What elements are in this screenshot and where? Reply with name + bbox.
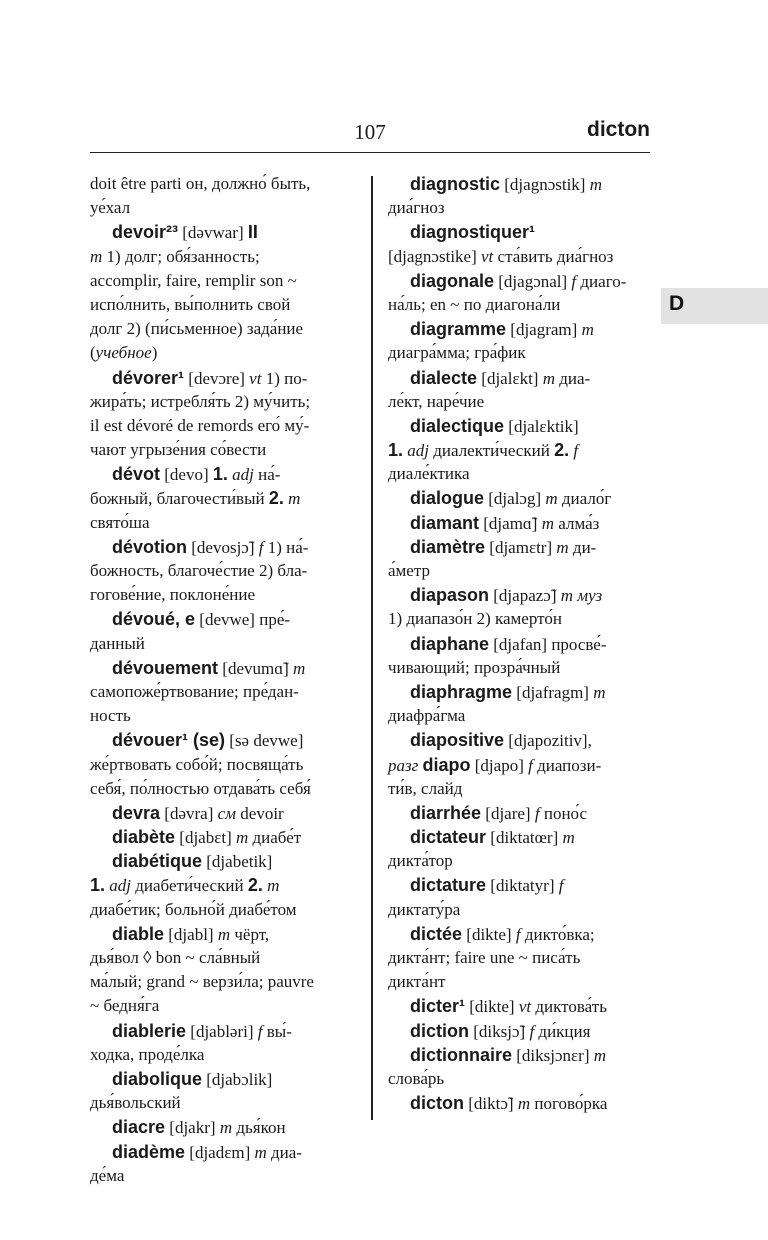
text-line [90,414,352,438]
text-line [90,583,352,607]
grammar-label: f [573,441,579,461]
entry-text: же́ртвовать собо́й; посвяща́ть [90,754,304,774]
headword: diabétique [112,851,203,872]
text-line [388,196,650,220]
headword: diagnostic [410,174,501,194]
entry-text: [devwe] пре́- [195,610,291,630]
headword: diabolique [112,1068,202,1089]
entry-text: [djabɔlik] [202,1069,273,1089]
entry-text: [djakr] [165,1118,220,1138]
grammar-label: adj [407,441,429,461]
headword: 1. [212,464,228,485]
entry-text: диктова́ть [531,997,607,1017]
text-line [388,753,650,777]
text-line [90,1164,352,1188]
entry-text: [djalɛktik] [504,416,579,436]
text-line [90,898,352,922]
entry-text: [djagram] [506,320,582,340]
grammar-label: m [219,1118,233,1138]
right-column [388,172,650,1115]
column-divider [371,176,373,1120]
grammar-label: m [235,828,249,848]
headword: dictature [410,875,487,896]
text-line [90,535,352,559]
entry-text: слова́рь [388,1068,445,1088]
thumb-index-tab [661,288,768,324]
text-line [388,1091,650,1115]
text-line [90,970,352,994]
entry-text: [dəvra] [160,803,218,823]
headword: dialogue [410,488,485,509]
headword: diapo [422,754,471,775]
grammar-label: m [556,537,569,557]
entry-text: [djagnɔstike] [388,246,481,266]
entry-text: [djare] [481,803,535,823]
grammar-label: m [267,876,280,896]
entry-text: [djagnɔstik] [500,175,590,194]
entry-text: ходка, проде́лка [90,1044,205,1064]
text-line [90,559,352,583]
headword: diabète [112,827,176,848]
grammar-label: m [517,1094,531,1114]
text-line [388,366,650,390]
grammar-label: m муз [560,586,603,606]
grammar-label: m [581,320,594,340]
grammar-label: f [528,755,533,775]
entry-text: 1) на́- [263,537,309,557]
entry-text: 1) диапазо́н 2) камерто́н [388,609,562,629]
text-line [90,656,352,680]
entry-text: диале́ктика [388,464,470,484]
text-line [388,414,650,438]
entry-text: гогове́ние, поклоне́ние [90,585,256,605]
text-line [388,462,650,486]
entry-text: божность, благоче́стие 2) бла- [90,561,308,580]
entry-text: [diktɔ̃] [464,1094,518,1114]
headword: diacre [112,1117,166,1138]
text-line [388,873,650,897]
grammar-label: vt [249,368,262,388]
entry-text: дикта́нт; faire une ~ писа́ть [388,948,581,967]
text-line [388,269,650,293]
entry-text: il est dévoré de remords его́ му́- [90,415,310,435]
entry-text: [djapozitiv], [504,731,592,751]
entry-text: диа́гноз [388,198,445,218]
text-line [388,680,650,704]
entry-text: диалекти́ческий [429,441,555,461]
grammar-label: f [571,271,577,291]
text-line [388,511,650,535]
grammar-label: m [217,924,231,944]
entry-text: ле́кт, наре́чие [388,391,485,411]
text-line [388,970,650,994]
headword: diaphragme [410,681,513,702]
entry-text: ~ бедня́га [90,996,160,1016]
text-line [90,317,352,341]
entry-text: божный, благочести́вый [90,489,269,509]
entry-text: 1) долг; обя́занность; [102,246,260,266]
text-line [388,293,650,317]
grammar-label: f [515,924,521,944]
entry-text: ность [90,706,131,726]
entry-text: диктату́ра [388,899,461,919]
text-line [388,172,650,196]
grammar-label: m [562,828,575,848]
text-line [388,535,650,559]
headword: diadème [112,1141,186,1162]
headword: dicton [410,1093,464,1114]
entry-text: doit être parti он, должно́ быть, [90,174,311,193]
entry-text: ти́в, слайд [388,778,463,798]
entry-text: ди- [568,537,597,557]
headword: dévotion [112,536,187,557]
entry-text: диабети́ческий [131,876,248,896]
entry-text: диапози- [532,755,602,775]
text-line [388,849,650,873]
text-line [388,220,650,244]
headword: dictée [410,923,463,944]
text-line [90,293,352,317]
text-line [388,245,650,269]
headword: dicter¹ [410,996,466,1017]
text-line [388,728,650,752]
text-line [388,777,650,801]
text-line [90,1140,352,1164]
entry-text: самопоже́ртвование; пре́дан- [90,681,299,701]
entry-text: ди́кция [534,1021,591,1041]
entry-text: долг 2) (пи́сьменное) зада́ние [90,319,304,339]
text-line [388,946,650,970]
text-line [388,583,650,607]
entry-text: погово́рка [530,1094,608,1114]
headword: 2. [247,875,263,896]
headword: diaphane [410,633,490,654]
text-line [388,1019,650,1043]
entry-text: дикта́тор [388,851,453,871]
entry-text: поно́с [539,803,588,823]
headword: diapason [410,585,490,606]
entry-text: ) [151,343,158,363]
headword: diamant [410,512,480,533]
entry-text: а́метр [388,561,430,580]
headword: diction [410,1020,469,1041]
entry-text: [djabɛt] [175,828,236,848]
text-line [90,801,352,825]
entry-text: [djalɔg] [484,489,546,509]
entry-text: 1) по- [261,368,308,388]
entry-text: [devɔre] [184,368,250,388]
text-line [388,898,650,922]
grammar-label: разг [388,755,419,775]
text-line [90,825,352,849]
text-line [90,777,352,801]
entry-text: де́ма [90,1165,125,1185]
entry-text: чивающий; прозра́чный [388,657,561,677]
entry-text: ( [90,343,96,363]
entry-text: [djadɛm] [185,1142,255,1162]
text-line [388,607,650,631]
entry-text: [djalɛkt] [477,368,543,388]
text-line [90,196,352,220]
grammar-label: m [545,489,558,509]
text-line [90,607,352,631]
text-line [90,1043,352,1067]
entry-text: [djagɔnal] [494,271,572,291]
text-line [90,632,352,656]
headword: dévoué, e [112,609,196,630]
text-line [90,438,352,462]
entry-text: [dəvwar] [178,223,248,243]
text-line [90,849,352,873]
entry-text: [devumɑ̃] [218,658,294,678]
entry-text: диало́г [557,489,612,509]
text-line [388,825,650,849]
entry-text: [djapo] [470,755,529,775]
entry-text: чают угрызе́ния со́вести [90,440,267,460]
entry-text: дикта́нт [388,972,446,992]
entry-text: диа- [555,368,591,388]
entry-text: ма́лый; grand ~ верзи́ла; pauvre [90,972,314,992]
text-line [388,632,650,656]
entry-text: [dikte] [462,924,516,944]
headword: II [247,222,258,243]
grammar-label: m [593,682,606,702]
headword: 1. [388,440,404,461]
entry-text: диабе́тик; больно́й диабе́том [90,899,297,919]
text-line [90,704,352,728]
headword: dialectique [410,415,505,436]
text-line [388,559,650,583]
text-line [90,366,352,390]
entry-text: [djafragm] [512,682,594,702]
grammar-label: f [257,1021,263,1041]
page-header [90,118,650,153]
headword: diagnostiquer¹ [410,222,535,243]
text-line [388,704,650,728]
headword: devoir²³ [112,222,179,243]
entry-text: [diksjɔnɛr] [512,1045,594,1065]
headword: diapositive [410,730,505,751]
grammar-label: f [258,537,264,557]
entry-text: диагра́мма; гра́фик [388,343,526,363]
text-line [90,462,352,486]
entry-text: диаго- [576,271,627,291]
headword: dictateur [410,827,487,848]
entry-text: [devo] [160,465,213,485]
text-line [90,220,352,244]
entry-text: [djabl] [164,924,218,944]
entry-text: [djapazɔ̃] [489,586,561,606]
grammar-label: adj [232,465,254,485]
entry-text: уе́хал [90,198,131,218]
entry-text: [djabləri] [186,1021,258,1041]
headword: dévorer¹ [112,367,185,388]
text-line [90,486,352,510]
grammar-label: m [589,175,602,194]
grammar-label: см [217,803,237,823]
entry-text: диафра́гма [388,706,466,726]
headword: diagonale [410,270,495,291]
text-line [90,1115,352,1139]
text-line [90,946,352,970]
grammar-label: f [529,1021,535,1041]
thumb-index-letter: D [669,292,685,315]
text-line [90,1091,352,1115]
text-line [90,269,352,293]
text-line [90,680,352,704]
text-line [388,801,650,825]
entry-text: чёрт, [230,924,270,944]
entry-text: [djamɛtr] [485,537,557,557]
grammar-label: m [542,368,556,388]
headword: diablerie [112,1020,187,1041]
entry-text: [devosjɔ̃] [187,537,259,557]
text-line [388,390,650,414]
text-line [388,1067,650,1091]
entry-text: [diktatyr] [486,876,559,896]
entry-text: [sə devwe] [225,731,304,751]
headword: dévot [112,464,161,485]
entry-text: devoir [236,803,284,823]
text-line [388,486,650,510]
text-line [90,1019,352,1043]
entry-text: данный [90,633,145,653]
entry-text: жира́ть; истребля́ть 2) му́чить; [90,391,311,411]
headword: dévouer¹ (se) [112,730,226,751]
grammar-label: vt [481,246,494,266]
text-line [388,922,650,946]
entry-text: [diktatœr] [486,828,563,848]
entry-text: диабе́т [248,828,302,848]
text-line [90,511,352,535]
headword: 1. [90,875,106,896]
text-line [90,728,352,752]
grammar-label: vt [518,997,532,1017]
text-line [388,317,650,341]
entry-text: на́ль; en ~ по диагона́ли [388,294,561,314]
text-line [90,172,352,196]
grammar-label: f [534,803,540,823]
entry-text: [djabetik] [202,852,273,872]
headword: devra [112,802,161,823]
text-line [388,438,650,462]
entry-text: диа- [266,1142,302,1162]
text-line [90,994,352,1018]
grammar-label: adj [109,876,131,896]
entry-text: испо́лнить, вы́полнить свой [90,294,291,314]
text-line [388,994,650,1018]
page-number: 107 [354,120,386,144]
entry-text: [djafan] просве́- [489,634,607,654]
entry-text: алма́з [554,513,600,533]
headword: diarrhée [410,802,482,823]
headword: dialecte [410,367,478,388]
text-line [90,390,352,414]
text-line [90,873,352,897]
grammar-label: m [254,1142,267,1162]
entry-text: дья́вол ◊ bon ~ сла́вный [90,948,261,967]
left-column [90,172,352,1188]
grammar-label: m [593,1045,607,1065]
entry-text: [djamɑ̃] [479,513,542,533]
grammar-label: m [541,513,555,533]
text-line [90,922,352,946]
text-line [90,341,352,365]
entry-text: на́- [253,465,281,485]
headword: diagramme [410,319,507,340]
grammar-label: m [293,658,306,678]
headword: 2. [554,440,570,461]
entry-text: дикто́вка; [520,924,595,944]
entry-text: [dikte] [465,997,519,1017]
grammar-label: m [288,489,301,509]
text-line [90,1067,352,1091]
running-head: dicton [587,118,650,141]
headword: 2. [268,488,284,509]
text-line [90,245,352,269]
entry-text: [diksjɔ̃] [469,1021,530,1041]
grammar-label: f [558,876,564,896]
headword: diable [112,923,165,944]
entry-text: дья́кон [232,1118,286,1138]
entry-text: дья́вольский [90,1093,181,1113]
text-line [388,656,650,680]
text-line [388,1043,650,1067]
headword: diamètre [410,536,486,557]
headword: dictionnaire [410,1044,513,1065]
entry-text: accomplir, faire, remplir son ~ [90,270,297,290]
entry-text: себя́, по́лностью отдава́ть себя́ [90,778,311,798]
text-line [90,753,352,777]
entry-text: ста́вить диа́гноз [493,246,614,266]
grammar-label: m [90,246,103,266]
headword: dévouement [112,657,219,678]
grammar-label: учебное [95,343,152,363]
entry-text: свято́ша [90,512,150,532]
text-line [388,341,650,365]
entry-text: вы́- [262,1021,292,1041]
